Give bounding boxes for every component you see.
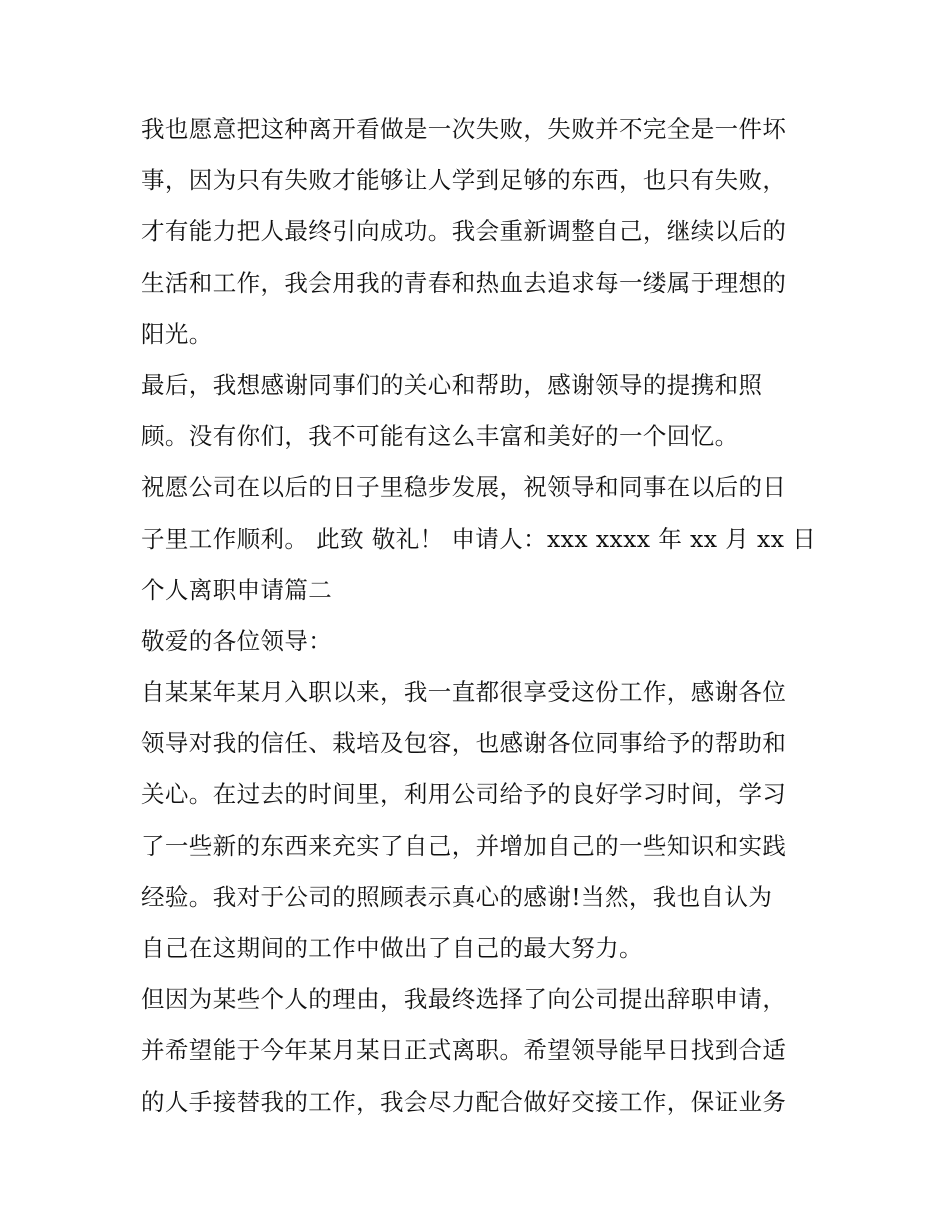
text-line: 自己在这期间的工作中做出了自己的最大努力。 bbox=[141, 934, 643, 962]
text-line: 生活和工作，我会用我的青春和热血去追求每一缕属于理想的 bbox=[141, 268, 787, 297]
text-line: 我也愿意把这种离开看做是一次失败，失败并不完全是一件坏 bbox=[141, 115, 787, 143]
text-line: 并希望能于今年某月某日正式离职。希望领导能早日找到合适 bbox=[141, 1036, 787, 1065]
text-line: 最后，我想感谢同事们的关心和帮助，感谢领导的提携和照 bbox=[141, 370, 763, 399]
text-line: 的人手接替我的工作，我会尽力配合做好交接工作，保证业务 bbox=[141, 1087, 787, 1116]
text-line: 自某某年某月入职以来，我一直都很享受这份工作，感谢各位 bbox=[141, 678, 787, 707]
text-line: 经验。我对于公司的照顾表示真心的感谢!当然，我也自认为 bbox=[141, 882, 773, 911]
text-line: 事，因为只有失败才能够让人学到足够的东西，也只有失败， bbox=[141, 166, 787, 195]
text-line: 顾。没有你们，我不可能有这么丰富和美好的一个回忆。 bbox=[141, 422, 739, 451]
text-line: 领导对我的信任、栽培及包容，也感谢各位同事给予的帮助和 bbox=[141, 729, 787, 758]
text-line: 关心。在过去的时间里，利用公司给予的良好学习时间，学习 bbox=[141, 780, 787, 809]
salutation: 敬爱的各位领导： bbox=[141, 626, 333, 655]
text-line: 但因为某些个人的理由，我最终选择了向公司提出辞职申请， bbox=[141, 985, 787, 1014]
text-line: 子里工作顺利。 此致 敬礼！ 申请人：xxx xxxx 年 xx 月 xx 日 bbox=[141, 524, 817, 553]
text-line: 阳光。 bbox=[141, 319, 213, 348]
text-line: 了一些新的东西来充实了自己，并增加自己的一些知识和实践 bbox=[141, 831, 787, 860]
text-line: 才有能力把人最终引向成功。我会重新调整自己，继续以后的 bbox=[141, 217, 787, 246]
document-body bbox=[141, 104, 817, 1128]
text-line: 祝愿公司在以后的日子里稳步发展，祝领导和同事在以后的日 bbox=[141, 473, 787, 502]
section-heading: 个人离职申请篇二 bbox=[141, 575, 333, 604]
